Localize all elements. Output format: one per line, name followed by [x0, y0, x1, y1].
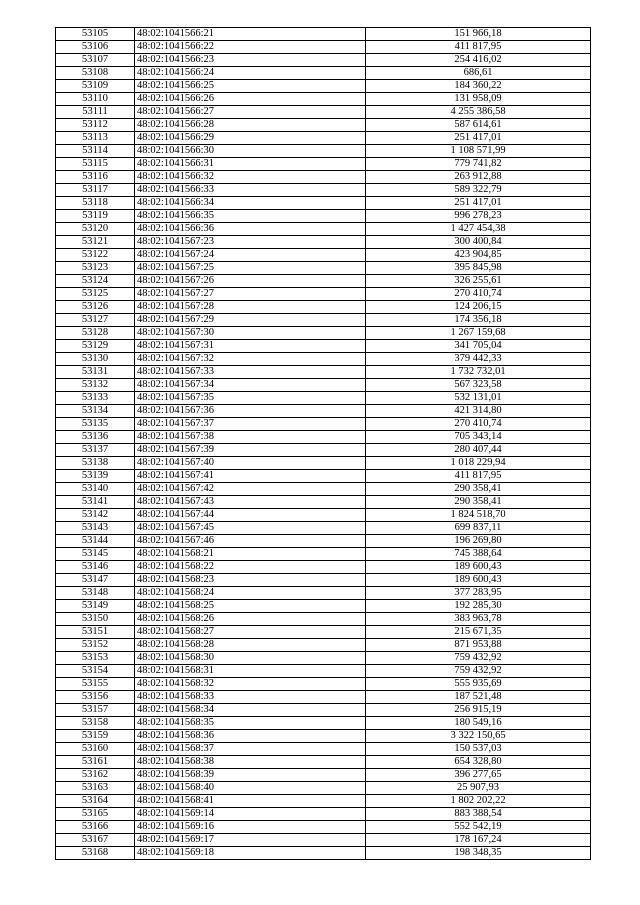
- row-number-cell: 53165: [56, 808, 135, 821]
- cadastral-value-table: [55, 27, 591, 860]
- cadastral-number-cell: 48:02:1041566:26: [135, 93, 366, 106]
- cadastral-number-cell: 48:02:1041567:25: [135, 262, 366, 275]
- table-row: [56, 613, 591, 626]
- cadastral-value-cell: 3 322 150,65: [366, 730, 591, 743]
- cadastral-number-cell: 48:02:1041567:36: [135, 405, 366, 418]
- table-row: [56, 782, 591, 795]
- table-row: [56, 119, 591, 132]
- cadastral-value-cell: 184 360,22: [366, 80, 591, 93]
- row-number-cell: 53110: [56, 93, 135, 106]
- table-row: [56, 379, 591, 392]
- table-row: [56, 353, 591, 366]
- cadastral-number-cell: 48:02:1041567:46: [135, 535, 366, 548]
- cadastral-value-cell: 532 131,01: [366, 392, 591, 405]
- cadastral-value-cell: 341 705,04: [366, 340, 591, 353]
- table-row: [56, 28, 591, 41]
- row-number-cell: 53122: [56, 249, 135, 262]
- table-row: [56, 795, 591, 808]
- cadastral-value-cell: 555 935,69: [366, 678, 591, 691]
- cadastral-value-cell: 4 255 386,58: [366, 106, 591, 119]
- table-row: [56, 587, 591, 600]
- cadastral-number-cell: 48:02:1041567:28: [135, 301, 366, 314]
- cadastral-number-cell: 48:02:1041568:31: [135, 665, 366, 678]
- cadastral-number-cell: 48:02:1041568:27: [135, 626, 366, 639]
- cadastral-value-cell: 396 277,65: [366, 769, 591, 782]
- cadastral-number-cell: 48:02:1041567:24: [135, 249, 366, 262]
- cadastral-value-cell: 187 521,48: [366, 691, 591, 704]
- table-row: [56, 301, 591, 314]
- cadastral-number-cell: 48:02:1041568:25: [135, 600, 366, 613]
- row-number-cell: 53121: [56, 236, 135, 249]
- cadastral-number-cell: 48:02:1041566:32: [135, 171, 366, 184]
- row-number-cell: 53152: [56, 639, 135, 652]
- table-row: [56, 821, 591, 834]
- row-number-cell: 53162: [56, 769, 135, 782]
- row-number-cell: 53157: [56, 704, 135, 717]
- cadastral-number-cell: 48:02:1041567:42: [135, 483, 366, 496]
- cadastral-value-cell: 759 432,92: [366, 652, 591, 665]
- row-number-cell: 53126: [56, 301, 135, 314]
- cadastral-value-cell: 1 824 518,70: [366, 509, 591, 522]
- table-row: [56, 314, 591, 327]
- row-number-cell: 53128: [56, 327, 135, 340]
- row-number-cell: 53133: [56, 392, 135, 405]
- row-number-cell: 53108: [56, 67, 135, 80]
- table-row: [56, 158, 591, 171]
- row-number-cell: 53136: [56, 431, 135, 444]
- cadastral-number-cell: 48:02:1041568:41: [135, 795, 366, 808]
- table-row: [56, 808, 591, 821]
- cadastral-value-cell: 686,61: [366, 67, 591, 80]
- table-row: [56, 392, 591, 405]
- cadastral-number-cell: 48:02:1041567:43: [135, 496, 366, 509]
- row-number-cell: 53145: [56, 548, 135, 561]
- cadastral-value-cell: 552 542,19: [366, 821, 591, 834]
- cadastral-value-cell: 180 549,16: [366, 717, 591, 730]
- cadastral-value-cell: 379 442,33: [366, 353, 591, 366]
- row-number-cell: 53135: [56, 418, 135, 431]
- cadastral-value-cell: 779 741,82: [366, 158, 591, 171]
- cadastral-value-cell: 705 343,14: [366, 431, 591, 444]
- cadastral-number-cell: 48:02:1041566:22: [135, 41, 366, 54]
- row-number-cell: 53153: [56, 652, 135, 665]
- row-number-cell: 53156: [56, 691, 135, 704]
- cadastral-number-cell: 48:02:1041567:29: [135, 314, 366, 327]
- cadastral-number-cell: 48:02:1041566:36: [135, 223, 366, 236]
- cadastral-number-cell: 48:02:1041567:34: [135, 379, 366, 392]
- row-number-cell: 53130: [56, 353, 135, 366]
- table-row: [56, 171, 591, 184]
- cadastral-value-cell: 423 904,85: [366, 249, 591, 262]
- cadastral-value-cell: 290 358,41: [366, 496, 591, 509]
- cadastral-value-cell: 411 817,95: [366, 41, 591, 54]
- cadastral-number-cell: 48:02:1041567:35: [135, 392, 366, 405]
- row-number-cell: 53147: [56, 574, 135, 587]
- table-row: [56, 210, 591, 223]
- row-number-cell: 53150: [56, 613, 135, 626]
- row-number-cell: 53143: [56, 522, 135, 535]
- row-number-cell: 53137: [56, 444, 135, 457]
- table-row: [56, 67, 591, 80]
- cadastral-number-cell: 48:02:1041569:17: [135, 834, 366, 847]
- row-number-cell: 53167: [56, 834, 135, 847]
- row-number-cell: 53166: [56, 821, 135, 834]
- cadastral-value-cell: 300 400,84: [366, 236, 591, 249]
- cadastral-value-cell: 1 267 159,68: [366, 327, 591, 340]
- table-row: [56, 340, 591, 353]
- row-number-cell: 53113: [56, 132, 135, 145]
- cadastral-number-cell: 48:02:1041566:28: [135, 119, 366, 132]
- row-number-cell: 53141: [56, 496, 135, 509]
- cadastral-value-cell: 759 432,92: [366, 665, 591, 678]
- cadastral-number-cell: 48:02:1041567:26: [135, 275, 366, 288]
- cadastral-number-cell: 48:02:1041568:39: [135, 769, 366, 782]
- cadastral-value-cell: 589 322,79: [366, 184, 591, 197]
- row-number-cell: 53116: [56, 171, 135, 184]
- table-row: [56, 366, 591, 379]
- table-row: [56, 626, 591, 639]
- cadastral-value-cell: 124 206,15: [366, 301, 591, 314]
- cadastral-value-cell: 1 732 732,01: [366, 366, 591, 379]
- row-number-cell: 53144: [56, 535, 135, 548]
- cadastral-number-cell: 48:02:1041567:30: [135, 327, 366, 340]
- cadastral-value-cell: 263 912,88: [366, 171, 591, 184]
- cadastral-value-cell: 383 963,78: [366, 613, 591, 626]
- table-row: [56, 54, 591, 67]
- table-row: [56, 522, 591, 535]
- cadastral-value-cell: 280 407,44: [366, 444, 591, 457]
- table-row: [56, 80, 591, 93]
- cadastral-value-cell: 178 167,24: [366, 834, 591, 847]
- row-number-cell: 53163: [56, 782, 135, 795]
- cadastral-number-cell: 48:02:1041566:29: [135, 132, 366, 145]
- table-row: [56, 41, 591, 54]
- cadastral-number-cell: 48:02:1041567:31: [135, 340, 366, 353]
- table-row: [56, 561, 591, 574]
- cadastral-value-cell: 699 837,11: [366, 522, 591, 535]
- row-number-cell: 53155: [56, 678, 135, 691]
- table-row: [56, 444, 591, 457]
- cadastral-number-cell: 48:02:1041568:30: [135, 652, 366, 665]
- cadastral-number-cell: 48:02:1041569:14: [135, 808, 366, 821]
- cadastral-value-cell: 883 388,54: [366, 808, 591, 821]
- table-row: [56, 639, 591, 652]
- cadastral-number-cell: 48:02:1041568:21: [135, 548, 366, 561]
- row-number-cell: 53149: [56, 600, 135, 613]
- cadastral-value-cell: 996 278,23: [366, 210, 591, 223]
- table-row: [56, 704, 591, 717]
- cadastral-number-cell: 48:02:1041566:27: [135, 106, 366, 119]
- table-row: [56, 600, 591, 613]
- table-row: [56, 327, 591, 340]
- cadastral-number-cell: 48:02:1041568:34: [135, 704, 366, 717]
- row-number-cell: 53123: [56, 262, 135, 275]
- cadastral-value-cell: 587 614,61: [366, 119, 591, 132]
- cadastral-number-cell: 48:02:1041568:35: [135, 717, 366, 730]
- table-row: [56, 691, 591, 704]
- cadastral-number-cell: 48:02:1041568:26: [135, 613, 366, 626]
- cadastral-number-cell: 48:02:1041568:40: [135, 782, 366, 795]
- cadastral-value-cell: 215 671,35: [366, 626, 591, 639]
- cadastral-number-cell: 48:02:1041568:32: [135, 678, 366, 691]
- table-row: [56, 93, 591, 106]
- cadastral-value-cell: 174 356,18: [366, 314, 591, 327]
- cadastral-value-cell: 871 953,88: [366, 639, 591, 652]
- table-row: [56, 405, 591, 418]
- cadastral-value-cell: 1 427 454,38: [366, 223, 591, 236]
- cadastral-number-cell: 48:02:1041566:30: [135, 145, 366, 158]
- table-row: [56, 665, 591, 678]
- cadastral-number-cell: 48:02:1041567:23: [135, 236, 366, 249]
- cadastral-number-cell: 48:02:1041568:22: [135, 561, 366, 574]
- table-row: [56, 431, 591, 444]
- cadastral-value-cell: 198 348,35: [366, 847, 591, 860]
- row-number-cell: 53168: [56, 847, 135, 860]
- cadastral-value-cell: 411 817,95: [366, 470, 591, 483]
- cadastral-value-cell: 251 417,01: [366, 132, 591, 145]
- cadastral-number-cell: 48:02:1041567:38: [135, 431, 366, 444]
- cadastral-value-cell: 1 108 571,99: [366, 145, 591, 158]
- cadastral-value-cell: 150 537,03: [366, 743, 591, 756]
- cadastral-value-cell: 196 269,80: [366, 535, 591, 548]
- cadastral-value-cell: 1 018 229,94: [366, 457, 591, 470]
- table-row: [56, 249, 591, 262]
- table-row: [56, 678, 591, 691]
- cadastral-number-cell: 48:02:1041566:34: [135, 197, 366, 210]
- row-number-cell: 53138: [56, 457, 135, 470]
- row-number-cell: 53120: [56, 223, 135, 236]
- table-row: [56, 275, 591, 288]
- cadastral-value-cell: 421 314,80: [366, 405, 591, 418]
- row-number-cell: 53119: [56, 210, 135, 223]
- row-number-cell: 53127: [56, 314, 135, 327]
- cadastral-value-cell: 654 328,80: [366, 756, 591, 769]
- cadastral-number-cell: 48:02:1041568:28: [135, 639, 366, 652]
- row-number-cell: 53142: [56, 509, 135, 522]
- row-number-cell: 53161: [56, 756, 135, 769]
- table-row: [56, 184, 591, 197]
- table-row: [56, 756, 591, 769]
- table-row: [56, 548, 591, 561]
- row-number-cell: 53146: [56, 561, 135, 574]
- cadastral-value-cell: 189 600,43: [366, 574, 591, 587]
- table-row: [56, 535, 591, 548]
- table-row: [56, 197, 591, 210]
- cadastral-value-cell: 745 388,64: [366, 548, 591, 561]
- row-number-cell: 53118: [56, 197, 135, 210]
- table-row: [56, 223, 591, 236]
- table-row: [56, 652, 591, 665]
- cadastral-number-cell: 48:02:1041567:44: [135, 509, 366, 522]
- cadastral-number-cell: 48:02:1041567:37: [135, 418, 366, 431]
- cadastral-value-cell: 254 416,02: [366, 54, 591, 67]
- cadastral-number-cell: 48:02:1041566:31: [135, 158, 366, 171]
- cadastral-value-cell: 151 966,18: [366, 28, 591, 41]
- row-number-cell: 53112: [56, 119, 135, 132]
- row-number-cell: 53160: [56, 743, 135, 756]
- row-number-cell: 53114: [56, 145, 135, 158]
- cadastral-value-cell: 290 358,41: [366, 483, 591, 496]
- table-row: [56, 769, 591, 782]
- table-row: [56, 730, 591, 743]
- table-row: [56, 496, 591, 509]
- table-row: [56, 470, 591, 483]
- cadastral-number-cell: 48:02:1041566:33: [135, 184, 366, 197]
- table-row: [56, 717, 591, 730]
- row-number-cell: 53134: [56, 405, 135, 418]
- cadastral-number-cell: 48:02:1041569:18: [135, 847, 366, 860]
- cadastral-value-cell: 1 802 202,22: [366, 795, 591, 808]
- row-number-cell: 53125: [56, 288, 135, 301]
- table-body: [56, 28, 591, 860]
- cadastral-value-cell: 567 323,58: [366, 379, 591, 392]
- cadastral-number-cell: 48:02:1041568:38: [135, 756, 366, 769]
- table-row: [56, 418, 591, 431]
- cadastral-number-cell: 48:02:1041567:39: [135, 444, 366, 457]
- row-number-cell: 53115: [56, 158, 135, 171]
- row-number-cell: 53129: [56, 340, 135, 353]
- cadastral-value-cell: 256 915,19: [366, 704, 591, 717]
- table-row: [56, 106, 591, 119]
- cadastral-number-cell: 48:02:1041567:40: [135, 457, 366, 470]
- table-row: [56, 132, 591, 145]
- row-number-cell: 53148: [56, 587, 135, 600]
- row-number-cell: 53106: [56, 41, 135, 54]
- cadastral-value-cell: 189 600,43: [366, 561, 591, 574]
- cadastral-value-cell: 326 255,61: [366, 275, 591, 288]
- row-number-cell: 53131: [56, 366, 135, 379]
- cadastral-value-cell: 25 907,93: [366, 782, 591, 795]
- cadastral-value-cell: 270 410,74: [366, 288, 591, 301]
- cadastral-number-cell: 48:02:1041567:33: [135, 366, 366, 379]
- row-number-cell: 53154: [56, 665, 135, 678]
- cadastral-number-cell: 48:02:1041567:41: [135, 470, 366, 483]
- cadastral-number-cell: 48:02:1041567:45: [135, 522, 366, 535]
- row-number-cell: 53105: [56, 28, 135, 41]
- cadastral-number-cell: 48:02:1041566:23: [135, 54, 366, 67]
- cadastral-number-cell: 48:02:1041566:21: [135, 28, 366, 41]
- cadastral-value-cell: 395 845,98: [366, 262, 591, 275]
- row-number-cell: 53159: [56, 730, 135, 743]
- row-number-cell: 53117: [56, 184, 135, 197]
- table-row: [56, 847, 591, 860]
- table-row: [56, 509, 591, 522]
- table-row: [56, 834, 591, 847]
- table-row: [56, 743, 591, 756]
- row-number-cell: 53164: [56, 795, 135, 808]
- row-number-cell: 53124: [56, 275, 135, 288]
- cadastral-value-cell: 131 958,09: [366, 93, 591, 106]
- cadastral-number-cell: 48:02:1041567:27: [135, 288, 366, 301]
- row-number-cell: 53140: [56, 483, 135, 496]
- table-row: [56, 236, 591, 249]
- cadastral-number-cell: 48:02:1041568:23: [135, 574, 366, 587]
- row-number-cell: 53107: [56, 54, 135, 67]
- cadastral-number-cell: 48:02:1041567:32: [135, 353, 366, 366]
- cadastral-number-cell: 48:02:1041569:16: [135, 821, 366, 834]
- cadastral-number-cell: 48:02:1041566:24: [135, 67, 366, 80]
- cadastral-number-cell: 48:02:1041566:25: [135, 80, 366, 93]
- row-number-cell: 53151: [56, 626, 135, 639]
- table-row: [56, 288, 591, 301]
- cadastral-number-cell: 48:02:1041568:24: [135, 587, 366, 600]
- row-number-cell: 53139: [56, 470, 135, 483]
- table-row: [56, 483, 591, 496]
- table-row: [56, 574, 591, 587]
- row-number-cell: 53158: [56, 717, 135, 730]
- row-number-cell: 53111: [56, 106, 135, 119]
- cadastral-value-cell: 377 283,95: [366, 587, 591, 600]
- cadastral-number-cell: 48:02:1041566:35: [135, 210, 366, 223]
- cadastral-value-cell: 192 285,30: [366, 600, 591, 613]
- row-number-cell: 53132: [56, 379, 135, 392]
- cadastral-number-cell: 48:02:1041568:37: [135, 743, 366, 756]
- table-row: [56, 457, 591, 470]
- table-row: [56, 145, 591, 158]
- cadastral-number-cell: 48:02:1041568:36: [135, 730, 366, 743]
- cadastral-number-cell: 48:02:1041568:33: [135, 691, 366, 704]
- cadastral-value-cell: 270 410,74: [366, 418, 591, 431]
- cadastral-value-cell: 251 417,01: [366, 197, 591, 210]
- row-number-cell: 53109: [56, 80, 135, 93]
- table-row: [56, 262, 591, 275]
